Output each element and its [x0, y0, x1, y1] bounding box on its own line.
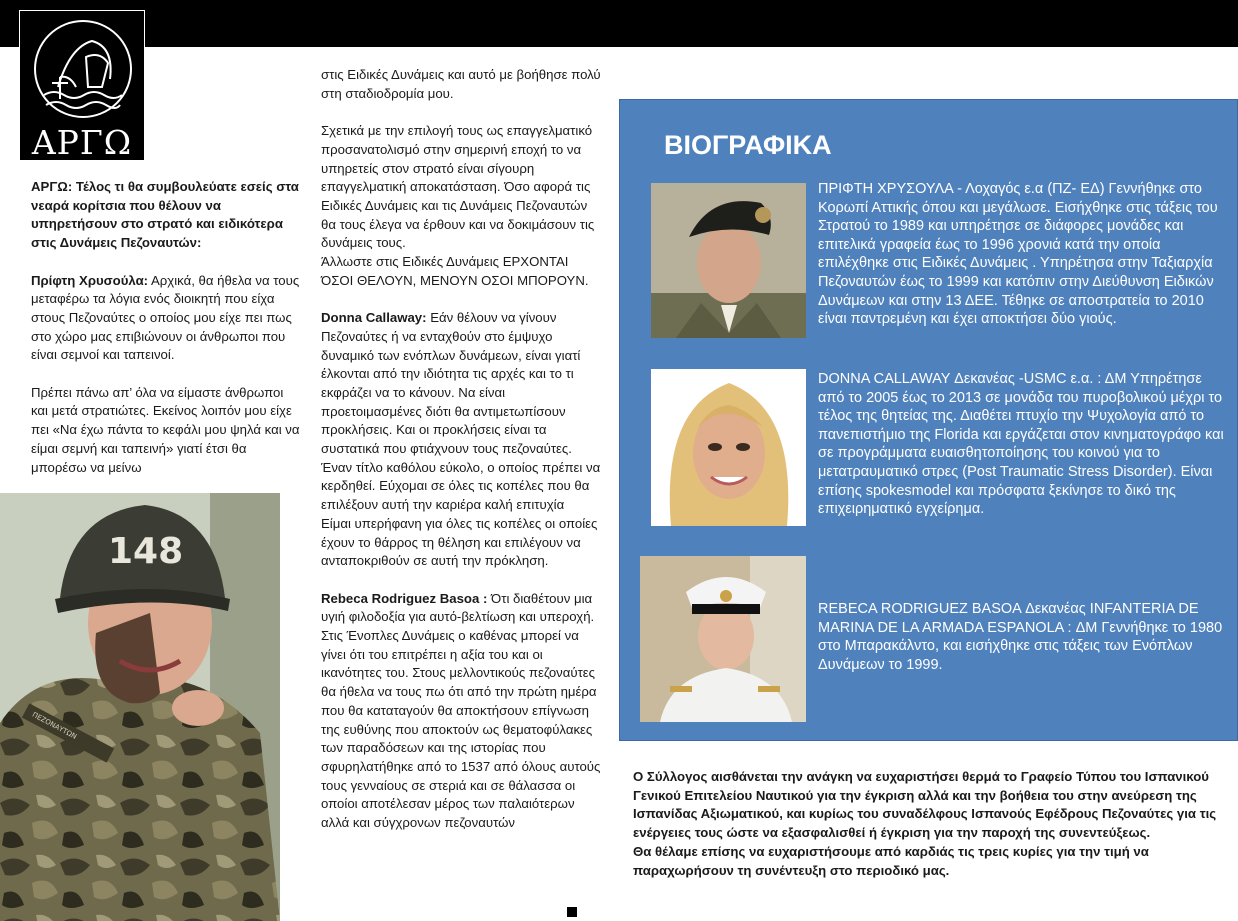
career-paragraph: Σχετικά με την επιλογή τους ως επαγγελματικό προσανατολισμό στην σημερινή εποχή το να υπηρετείς στον στρατό είναι σίγουρη επαγγελματική αποκατάσταση. Όσο αφορά τις Ειδικές Δυνάμεις και τις Δυνάμεις Πεζοναυτών θα τους έλεγα να έρθουν και να δοκιμάσουν τις δυνάμεις τους. — [321, 123, 595, 251]
portrait-prifti — [651, 183, 806, 338]
interview-question: ΑΡΓΩ: Τέλος τι θα συμβουλεύατε εσείς στα νεαρά κορίτσια που θέλουν να υπηρετήσουν στο στρατό και ειδικότερα στις Δυνάμεις Πεζοναυτών: — [31, 179, 299, 251]
speaker-rebeca: Rebeca Rodriguez Basoa : — [321, 590, 488, 606]
top-black-bar — [0, 0, 1238, 47]
bio-rodriguez: REBECA RODRIGUEZ BASOA Δεκανέας INFANTERIA DE MARINA DE LA ARMADA ESPANOLA : ΔΜ Γεννήθηκε το 1980 στο Μπαρακάλντο, και εισήχθηκε στις τάξεις των Ενόπλων Δυνάμεων το 1999. — [818, 601, 1223, 673]
special-forces-motto: Άλλωστε στις Ειδικές Δυνάμεις ΕΡΧΟΝΤΑΙ ΌΣΟΙ ΘΕΛΟΥΝ, ΜΕΝΟΥΝ ΟΣΟΙ ΜΠΟΡΟΥΝ. — [321, 254, 589, 288]
bio-callaway: DONNA CALLAWAY Δεκανέας -USMC ε.α. : ΔΜ Υπηρέτησε από το 2005 έως το 2013 σε μονάδα του πυροβολικού μέχρι το τέλος της θητείας της. Διαθέτει πτυχίο την Ψυχολογία από το πανεπιστήμιο της Florida και εργάζεται στον κινηματογράφο και σε προγράμματα ευαισθητοποίησης του κοινού για το μετατραυματικό στρες (Post Traumatic Stress Disorder). Είναι επίσης spokesmodel και πρόσφατα ξεκίνησε το δικό της επιχειρηματικό εγχείρημα. — [818, 371, 1224, 518]
bio-prifti: ΠΡΙΦΤΗ ΧΡΥΣΟΥΛΑ - Λοχαγός ε.α (ΠΖ- ΕΔ) Γεννήθηκε στο Κορωπί Αττικής όπου και μεγάλωσε. Εισήχθηκε στις τάξεις του Στρατού το 1989 και υπηρέτησε σε διάφορες μονάδες και επιτελικά γραφεία έως το 1996 χρονιά κατά την οποία επιλέχθηκε στις Ειδικές Δυνάμεις . Υπηρέτησα στην Ταξιαρχία Πεζοναυτών έως το 1999 και κατόπιν στην Διεύθυνση Ειδικών Δυνάμεων και στην 13 ΔΕΕ. Τέθηκε σε αποστρατεία το 2010 είναι παντρεμένη και έχει αποκτήσει δύο γιούς. — [818, 181, 1218, 328]
argo-emblem-icon — [30, 17, 136, 121]
answer-donna-continued: Είμαι υπερήφανη για όλες τις κοπέλες οι οποίες έχουν το θάρρος τη θέληση και επιλέγουν να ανταποκριθούν σε αυτή την πρόκληση. — [321, 515, 598, 569]
middle-column — [321, 66, 601, 851]
answer-donna: Donna Callaway: Εάν θέλουν να γίνουν Πεζοναύτες ή να ενταχθούν στο έμψυχο δυναμικό των ενόπλων δυνάμεων, είναι γιατί έλκονται από την ιδιότητα τις αρχές και το τι εκφράζει να το κάνουν. Να είναι προετοιμασμένες διότι θα αντιμετωπίσουν προκλήσεις. Και οι προκλήσεις είναι τα συστατικά που φτιάχνουν τους πεζοναύτες. Έναν τίτλο καθόλου εύκολο, ο οποίος πρέπει να κερδηθεί. Εύχομαι σε όλες τις κοπέλες που θα επιλέξουν αυτή την καριέρα καλή επιτυχία — [321, 310, 601, 513]
logo-text: ΑΡΓΩ — [31, 123, 133, 162]
answer-rebeca: Rebeca Rodriguez Basoa : Ότι διαθέτουν μια υγιή φιλοδοξία για αυτό-βελτίωση και υπεροχή. Στις Ένοπλες Δυνάμεις ο καθένας μπορεί να γίνει ότι του επιτρέπει η αξία του και οι ικανότητες του. Στους μελλοντικούς πεζοναύτες θα ήθελα να τους πω ότι από την πρώτη ημέρα που θα καταταγούν θα αποκτήσουν επίγνωση της ευθύνης που αποκτούν ως θεματοφύλακες των παραδόσεων και της ιστορίας που σφυρηλατήθηκε από το 1537 από όλους αυτούς τους γενναίους σε στεριά και σε θάλασσα οι οποίοι αποτέλεσαν μέρος των παλαιότερων αλλά και σύγχρονων πεζοναυτών — [321, 590, 601, 831]
bio-panel-title: ΒΙΟΓΡΑΦΙΚΑ — [664, 130, 832, 160]
patch-text: ΠΕΖΟΝΑΥΤΩΝ — [30, 710, 78, 741]
answer-prifti-continued: Πρέπει πάνω απ’ όλα να είμαστε άνθρωποι και μετά στρατιώτες. Εκείνος λοιπόν μου είχε πει «Να έχω πάντα το κεφάλι μου ψηλά και να είμαι σεμνή και ταπεινή» γιατί έτσι θα μπορέσω να μείνω — [31, 384, 300, 475]
answer-prifti: Πρίφτη Χρυσούλα: Αρχικά, θα ήθελα να τους μεταφέρω τα λόγια ενός διοικητή που είχα στους Πεζοναύτες ο οποίος μου είχε πει πως στο χώρο μας επιβιώνουν οι άνθρωποι που είναι σεμνοί και ταπεινοί. — [31, 272, 300, 363]
argo-logo — [19, 10, 145, 161]
portrait-rodriguez — [640, 556, 806, 722]
left-column — [31, 178, 303, 496]
speaker-donna: Donna Callaway: — [321, 310, 427, 326]
acknowledgement-text-2: Θα θέλαμε επίσης να ευχαριστήσουμε από καρδιάς τις τρεις κυρίες για την τιμή να παραχωρήσουν τη συνέντευξη στο περιοδικό μας. — [633, 843, 1149, 878]
portrait-callaway — [651, 369, 806, 526]
helmet-number: 148 — [108, 531, 184, 572]
end-square-marker — [567, 907, 577, 917]
acknowledgement-text: Ο Σύλλογος αισθάνεται την ανάγκη να ευχαριστήσει θερμά το Γραφείο Τύπου του Ισπανικού Γενικού Επιτελείου Ναυτικού για την έγκριση αλλά και την βοήθεια του στην ανεύρεση της Ισπανίδας Αξιωματικού, και κυρίως του συναδέλφους Ισπανούς Εφέδρους Πεζοναύτες για τις ενέργειες τους ώστε να εξασφαλισθεί ή έγκριση για την παροχή της συνεντεύξεως. — [633, 769, 1217, 841]
speaker-prifti: Πρίφτη Χρυσούλα: — [31, 272, 149, 288]
biographies-panel — [619, 99, 1238, 741]
acknowledgement-note — [633, 768, 1233, 880]
marine-helmet-photo — [0, 493, 280, 921]
answer-continued: στις Ειδικές Δυνάμεις και αυτό με βοήθησε πολύ στη σταδιοδρομία μου. — [321, 67, 601, 101]
